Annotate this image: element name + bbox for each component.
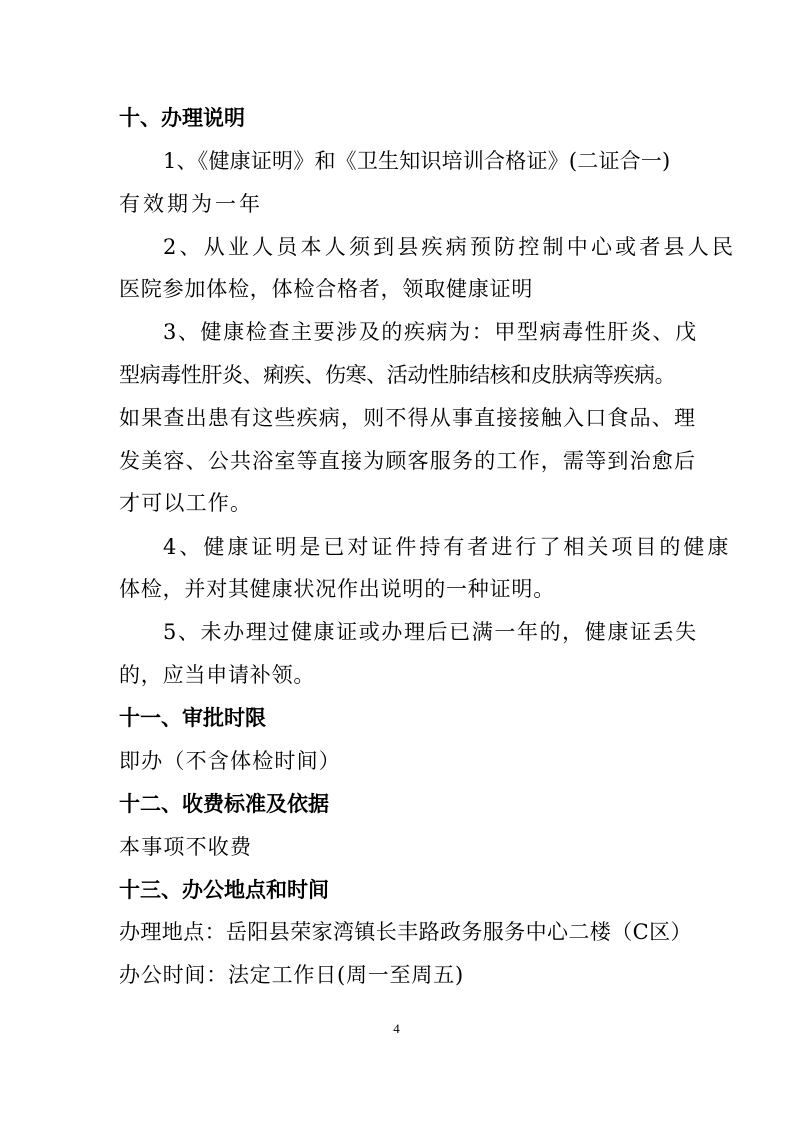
- instruction-line: 体检，并对其健康状况作出说明的一种证明。: [119, 577, 555, 601]
- office-address-text: 办理地点：岳阳县荣家湾镇长丰路政务服务中心二楼（C区）: [119, 920, 692, 944]
- instruction-line: 有效期为一年: [119, 192, 263, 216]
- section-heading-fees: 十二、收费标准及依据: [119, 792, 329, 816]
- instruction-line: 发美容、公共浴室等直接为顾客服务的工作，需等到治愈后: [119, 449, 697, 473]
- instruction-line: 4、健康证明是已对证件持有者进行了相关项目的健康: [163, 535, 732, 559]
- approval-time-text: 即办（不含体检时间）: [119, 749, 341, 773]
- instruction-line: 2、从业人员本人须到县疾病预防控制中心或者县人民: [163, 235, 737, 259]
- instruction-line: 5、未办理过健康证或办理后已满一年的，健康证丢失: [163, 620, 698, 644]
- instruction-line: 3、健康检查主要涉及的疾病为：甲型病毒性肝炎、戊: [163, 320, 698, 344]
- instruction-line: 医院参加体检，体检合格者，领取健康证明: [119, 277, 534, 301]
- fees-text: 本事项不收费: [119, 835, 253, 859]
- page-number: 4: [393, 1021, 400, 1036]
- section-heading-office-location: 十三、办公地点和时间: [119, 878, 329, 902]
- instruction-line: 1、《健康证明》和《卫生知识培训合格证》(二证合一): [163, 149, 671, 173]
- instruction-line: 才可以工作。: [119, 491, 253, 515]
- section-heading-instructions: 十、办理说明: [119, 106, 245, 130]
- instruction-line: 如果查出患有这些疾病，则不得从事直接接触入口食品、理: [119, 406, 697, 430]
- instruction-line: 的，应当申请补领。: [119, 663, 316, 687]
- section-heading-approval-time: 十一、审批时限: [119, 706, 266, 730]
- instruction-line: 型病毒性肝炎、痢疾、伤寒、活动性肺结核和皮肤病等疾病。: [119, 363, 676, 387]
- office-hours-text: 办公时间：法定工作日(周一至周五): [119, 963, 464, 987]
